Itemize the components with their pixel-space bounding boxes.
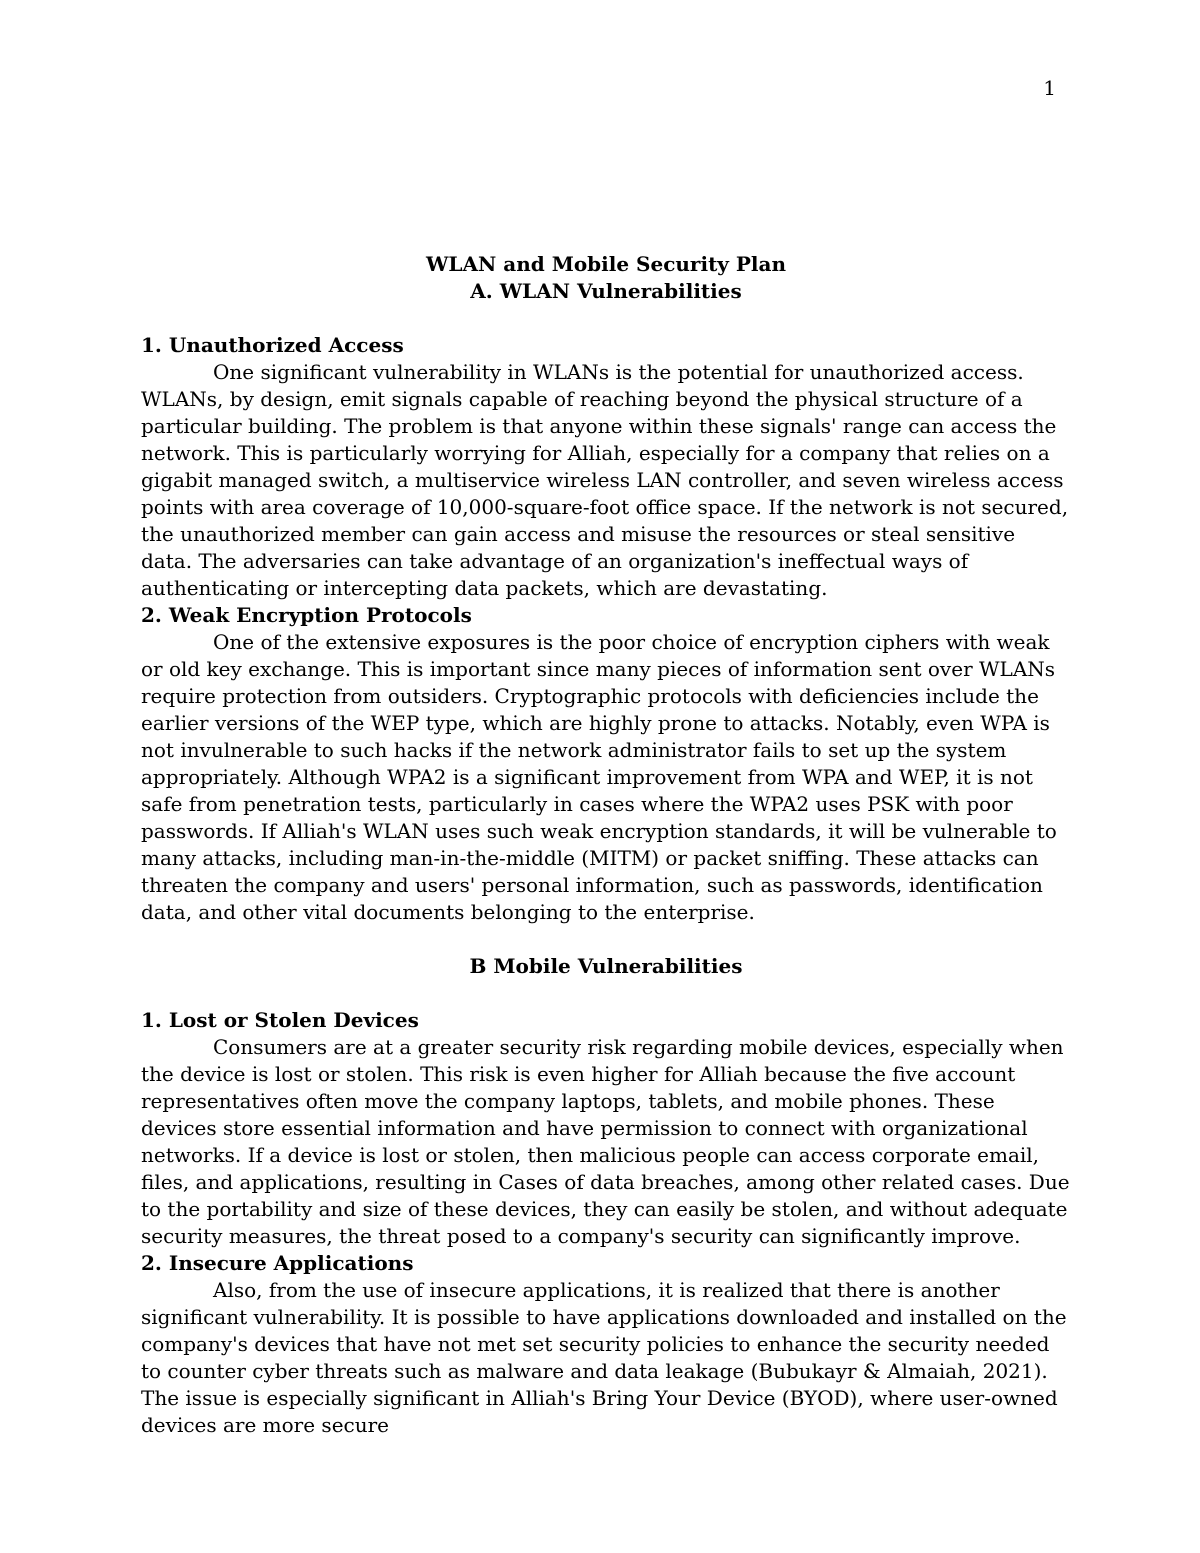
paragraph-lost-devices: Consumers are at a greater security risk regarding mobile devices, especially when the device is lost or stolen. This risk is even higher for Alliah because the five account representatives often move the company laptops, tablets, and mobile phones. These devices store essential information and have permission to connect with organizational networks. If a device is lost or stolen, then malicious people can access corporate email, files, and applications, resulting in Cases of data breaches, among other related cases. Due to the portability and size of these devices, they can easily be stolen, and without adequate security measures, the threat posed to a company's security can significantly improve.	[141, 1035, 1070, 1248]
section-a-heading: A. WLAN Vulnerabilities	[470, 279, 742, 303]
document-title: WLAN and Mobile Security Plan	[425, 252, 787, 276]
subsection-heading-lost-devices: 1. Lost or Stolen Devices	[141, 1008, 419, 1032]
document-body	[141, 251, 1071, 1439]
paragraph-unauthorized-access: One significant vulnerability in WLANs is the potential for unauthorized access. WLANs, by design, emit signals capable of reaching beyond the physical structure of a particular building. The problem is that anyone within these signals' range can access the network. This is particularly worrying for Alliah, especially for a company that relies on a gigabit managed switch, a multiservice wireless LAN controller, and seven wireless access points with area coverage of 10,000-square-foot office space. If the network is not secured, the unauthorized member can gain access and misuse the resources or steal sensitive data. The adversaries can take advantage of an organization's ineffectual ways of authenticating or intercepting data packets, which are devastating.	[141, 360, 1069, 600]
subsection-heading-unauthorized-access: 1. Unauthorized Access	[141, 333, 404, 357]
subsection-heading-insecure-apps: 2. Insecure Applications	[141, 1251, 414, 1275]
subsection-heading-weak-encryption: 2. Weak Encryption Protocols	[141, 603, 472, 627]
section-b-heading: B Mobile Vulnerabilities	[469, 954, 743, 978]
page-number: 1	[1043, 76, 1056, 100]
paragraph-insecure-apps: Also, from the use of insecure applications, it is realized that there is another significant vulnerability. It is possible to have applications downloaded and installed on the company's devices that have not met set security policies to enhance the security needed to counter cyber threats such as malware and data leakage (Bubukayr & Almaiah, 2021). The issue is especially significant in Alliah's Bring Your Device (BYOD), where user-owned devices are more secure	[141, 1278, 1067, 1437]
paragraph-weak-encryption: One of the extensive exposures is the poor choice of encryption ciphers with weak or old key exchange. This is important since many pieces of information sent over WLANs require protection from outsiders. Cryptographic protocols with deficiencies include the earlier versions of the WEP type, which are highly prone to attacks. Notably, even WPA is not invulnerable to such hacks if the network administrator fails to set up the system appropriately. Although WPA2 is a significant improvement from WPA and WEP, it is not safe from penetration tests, particularly in cases where the WPA2 uses PSK with poor passwords. If Alliah's WLAN uses such weak encryption standards, it will be vulnerable to many attacks, including man-in-the-middle (MITM) or packet sniffing. These attacks can threaten the company and users' personal information, such as passwords, identification data, and other vital documents belonging to the enterprise.	[141, 630, 1057, 924]
